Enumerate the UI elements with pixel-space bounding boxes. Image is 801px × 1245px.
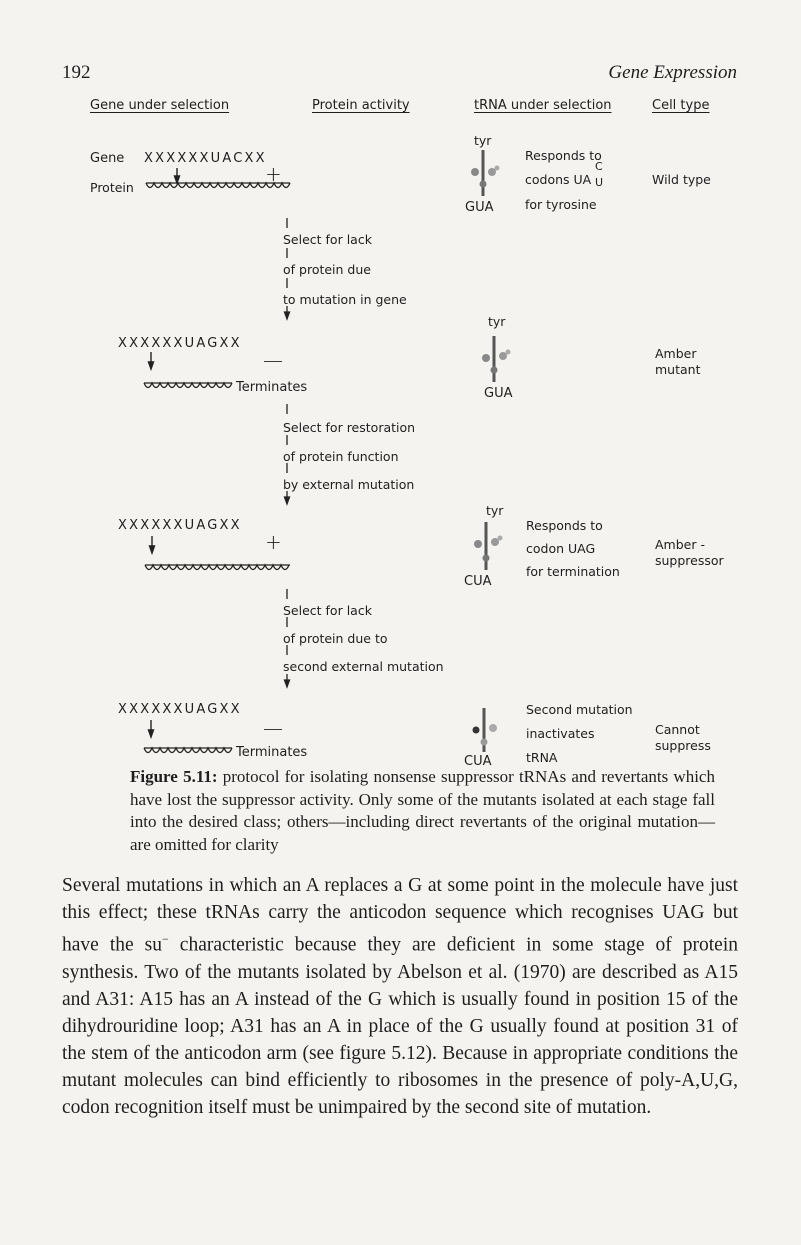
trna-anticodon: CUA: [464, 754, 492, 769]
trna-cloverleaf-icon: [482, 336, 511, 382]
protein-activity-minus: —: [263, 716, 283, 740]
trna-response-line-1: Responds to: [525, 148, 602, 163]
cell-type-line-2: suppress: [655, 738, 711, 753]
protein-label: Protein: [90, 180, 134, 195]
cell-type-line-1: Amber -: [655, 537, 705, 552]
body-superscript: −: [162, 932, 169, 946]
gene-to-protein-arrow: [149, 720, 154, 737]
column-header-trna: tRNA under selection: [474, 98, 612, 113]
gene-sequence-wild: XXXXXXUACXX: [144, 151, 267, 166]
gene-sequence-suppressed: XXXXXXUAGXX: [118, 518, 242, 533]
selection-b-flow: [285, 404, 290, 504]
selection-a-line-2: of protein due: [283, 262, 371, 277]
selection-b-line-1: Select for restoration: [283, 420, 416, 435]
codon-wobble-u: U: [595, 176, 604, 189]
protein-activity-minus: —: [263, 348, 283, 372]
cell-type-line-2: mutant: [655, 362, 701, 377]
cell-type-line-1: Cannot: [655, 722, 700, 737]
gene-to-protein-arrow: [150, 536, 155, 553]
protein-activity-plus: +: [265, 530, 282, 554]
trna-response-line-3: for termination: [526, 564, 620, 579]
column-header-cell: Cell type: [652, 98, 710, 113]
figure-caption-label: Figure 5.11:: [130, 767, 218, 786]
selection-c-line-1: Select for lack: [283, 603, 372, 618]
terminates-label: Terminates: [236, 745, 308, 760]
body-text-part-1: Several mutations in which an A replaces a G at some point in the molecule have just this effect; these tRNAs carry the anticodon sequence which recognises UAG but have the su: [62, 875, 738, 956]
selection-c-line-2: of protein due to: [283, 631, 388, 646]
selection-c-flow: [285, 589, 290, 687]
protein-activity-plus: +: [265, 162, 282, 186]
figure-caption-text: protocol for isolating nonsense suppressor tRNAs and revertants which have lost the suppressor activity. Only some of the mutants isolated at each stage fall into the desired class; others—including direct revertants of the original mutation—are omitted for clarity: [130, 767, 715, 854]
cell-type-line-2: suppressor: [655, 553, 724, 568]
trna-amino-acid-label: tyr: [488, 314, 506, 329]
trna-response-line-2: codons UA: [525, 172, 592, 187]
selection-b-line-2: of protein function: [283, 449, 399, 464]
selection-c-line-3: second external mutation: [283, 659, 444, 674]
figure-caption: [130, 766, 715, 856]
cell-type-line-1: Amber: [655, 346, 697, 361]
trna-cloverleaf-icon: [471, 150, 500, 196]
trna-response-line-3: tRNA: [526, 750, 558, 765]
terminates-label: Terminates: [236, 380, 308, 395]
codon-wobble-c: C: [595, 160, 603, 173]
page-number: 192: [62, 62, 91, 83]
cell-type-wild: Wild type: [652, 172, 711, 187]
trna-cloverleaf-icon: [473, 708, 498, 752]
trna-response-line-3: for tyrosine: [525, 197, 597, 212]
trna-cloverleaf-icon: [474, 522, 503, 570]
protein-chain-full: [146, 183, 290, 188]
protein-chain-full: [145, 565, 290, 570]
trna-response-line-2: codon UAG: [526, 541, 596, 556]
gene-sequence-amber: XXXXXXUAGXX: [118, 336, 242, 351]
trna-response-line-1: Responds to: [526, 518, 603, 533]
trna-amino-acid-label: tyr: [486, 503, 504, 518]
column-header-gene: Gene under selection: [90, 98, 230, 113]
trna-response-line-1: Second mutation: [526, 702, 633, 717]
trna-anticodon: GUA: [465, 200, 494, 215]
trna-anticodon: CUA: [464, 574, 492, 589]
selection-a-line-1: Select for lack: [283, 232, 372, 247]
gene-label: Gene: [90, 151, 125, 166]
body-text-part-2: characteristic because they are deficient in some stage of protein synthesis. Two of the mutants isolated by Abelson et al. (1970) are described as A15 and A31: A15 has an A instead of the G which is usually found in position 15 of the dihydrouridine loop; A31 has an A in place of the G usually found at position 31 of the stem of the anticodon arm (see figure 5.12). Because in appropriate conditions the mutant molecules can bind efficiently to ribosomes in the presence of poly-A,U,G, codon recognition itself must be unimpaired by the second site of mutation.: [62, 934, 738, 1118]
column-header-protein: Protein activity: [312, 98, 410, 113]
selection-a-flow: [285, 218, 290, 319]
selection-b-line-3: by external mutation: [283, 477, 415, 492]
protein-chain-truncated: [144, 383, 232, 388]
trna-amino-acid-label: tyr: [474, 133, 492, 148]
protein-chain-truncated: [144, 748, 232, 753]
body-paragraph: [62, 872, 738, 1121]
gene-sequence-revertant: XXXXXXUAGXX: [118, 702, 242, 717]
trna-anticodon: GUA: [484, 386, 513, 401]
gene-to-protein-arrow: [149, 352, 154, 369]
trna-response-line-2: inactivates: [526, 726, 595, 741]
running-title: Gene Expression: [608, 62, 737, 83]
selection-a-line-3: to mutation in gene: [283, 292, 407, 307]
gene-to-protein-arrow: [175, 168, 180, 183]
